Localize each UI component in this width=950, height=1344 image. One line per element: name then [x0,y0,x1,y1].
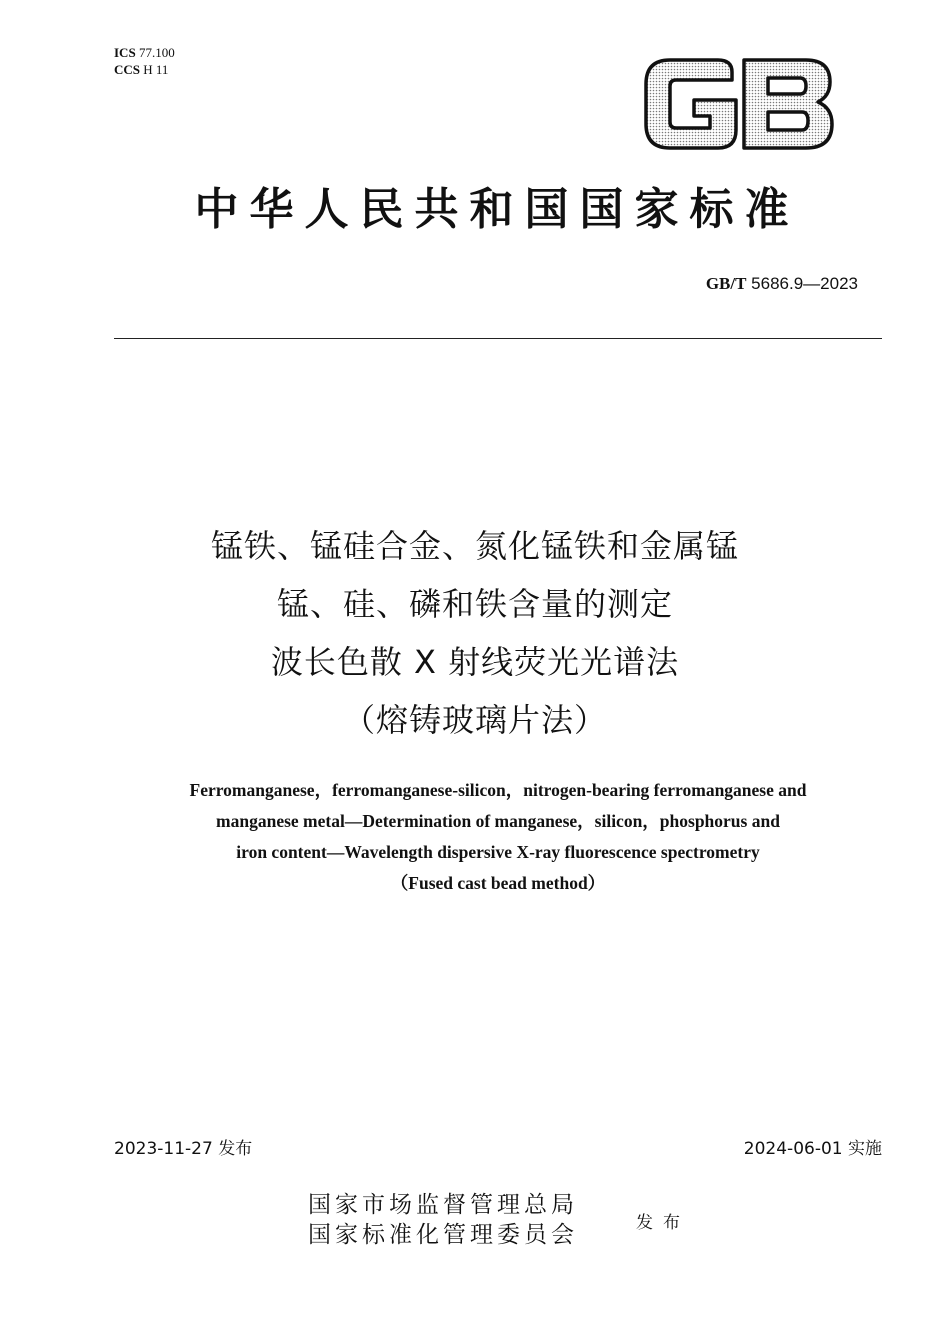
chinese-title-line: （熔铸玻璃片法） [342,701,607,739]
ics-value: 77.100 [138,45,175,60]
english-title-line: manganese metal—Determination of manganese，silicon，phosphorus and [216,811,780,831]
ccs-value: H 11 [143,62,169,77]
english-title-line: （Fused cast bead method） [390,873,606,893]
header-divider [114,338,882,339]
english-title [0,775,950,899]
implementation-date: 2024-06-01 实施 [743,1139,882,1159]
chinese-title-line: 锰、硅、磷和铁含量的测定 [276,585,673,623]
chinese-title-line: 波长色散 X 射线荧光光谱法 [270,643,680,681]
issuer-name: 国家标准化管理委员会 [308,1222,578,1248]
chinese-title [0,517,950,749]
english-title-line: Ferromanganese，ferromanganese-silicon，nitrogen-bearing ferromanganese and [189,780,807,800]
national-standard-heading: 中华人民共和国国家标准 [194,184,800,235]
gb-logo [640,56,835,152]
ics-code [114,44,175,61]
issue-date: 2023-11-27 发布 [114,1139,253,1159]
classification-codes [114,44,175,78]
standard-number-value: 5686.9—2023 [751,274,858,293]
issuer-name: 国家市场监督管理总局 [308,1192,578,1218]
chinese-title-line: 锰铁、锰硅合金、氮化锰铁和金属锰 [210,527,739,565]
issue-label: 发布 [636,1213,690,1233]
ics-label: ICS [114,45,136,60]
ccs-code [114,61,175,78]
standard-number [706,274,858,294]
ccs-label: CCS [114,62,141,77]
standard-number-prefix: GB/T [705,274,747,293]
issuing-authorities [308,1190,578,1250]
english-title-line: iron content—Wavelength dispersive X-ray fluorescence spectrometry [236,842,760,862]
